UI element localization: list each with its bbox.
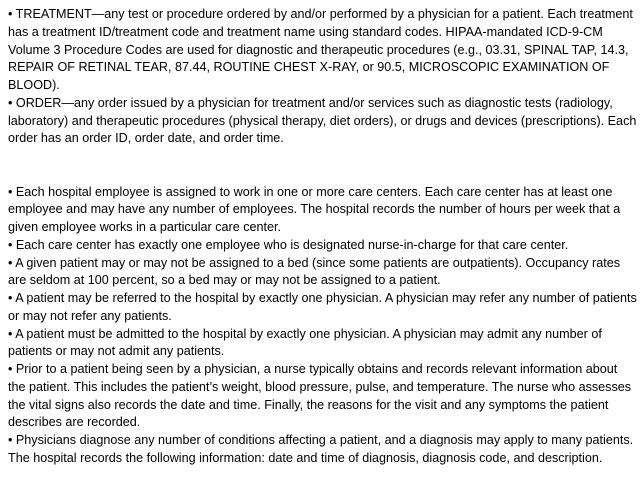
order-definition: • ORDER—any order issued by a physician for treatment and/or services such as diagnostic tests (radiology, laboratory) and therapeutic procedures (physical therapy, diet orders), or drugs and devices (prescriptions). Each order has an order ID, order date, and order time. <box>8 95 637 146</box>
business-rules-section <box>8 184 638 468</box>
rule-patient-admission: • A patient must be admitted to the hospital by exactly one physician. A physician may admit any number of patients or may not admit any patients. <box>8 326 602 359</box>
rule-patient-referral: • A patient may be referred to the hospital by exactly one physician. A physician may refer any number of patients or may not refer any patients. <box>8 291 637 323</box>
section-spacer <box>8 148 638 184</box>
rule-employee-care-center: • Each hospital employee is assigned to work in one or more care centers. Each care center has at least one employee and may have any number of employees. The hospital records the number of hours per week that a given employee works in a particular care center. <box>8 184 621 234</box>
rule-diagnosis: • Physicians diagnose any number of conditions affecting a patient, and a diagnosis may apply to many patients. The hospital records the following information: date and time of diagnosis, diagnosis code, and description. <box>8 433 634 465</box>
rule-nurse-in-charge: • Each care center has exactly one employee who is designated nurse-in-charge for that care center. <box>8 237 569 252</box>
rule-patient-bed: • A given patient may or may not be assigned to a bed (since some patients are outpatients). Occupancy rates are seldom at 100 percent, so a bed may or may not be assigned to a patient. <box>8 255 621 288</box>
treatment-definition: • TREATMENT—any test or procedure ordered by and/or performed by a physician for a patient. Each treatment has a treatment ID/treatment code and treatment name using standard codes. HIPAA-mandated ICD-9-CM Volume 3 Procedure Codes are used for diagnostic and therapeutic procedures (e.g., 03.31, SPINAL TAP, 14.3, REPAIR OF RETINAL TEAR, 87.44, ROUTINE CHEST X-RAY, or 90.5, MICROSCOPIC EXAMINATION OF BLOOD). <box>8 7 633 92</box>
rule-vital-signs: • Prior to a patient being seen by a physician, a nurse typically obtains and records relevant information about the patient. This includes the patient’s weight, blood pressure, pulse, and temperature. The nurse who assesses the vital signs also records the date and time. Finally, the reasons for the visit and any symptoms the patient describes are recorded. <box>8 362 632 430</box>
definitions-section <box>8 6 638 148</box>
